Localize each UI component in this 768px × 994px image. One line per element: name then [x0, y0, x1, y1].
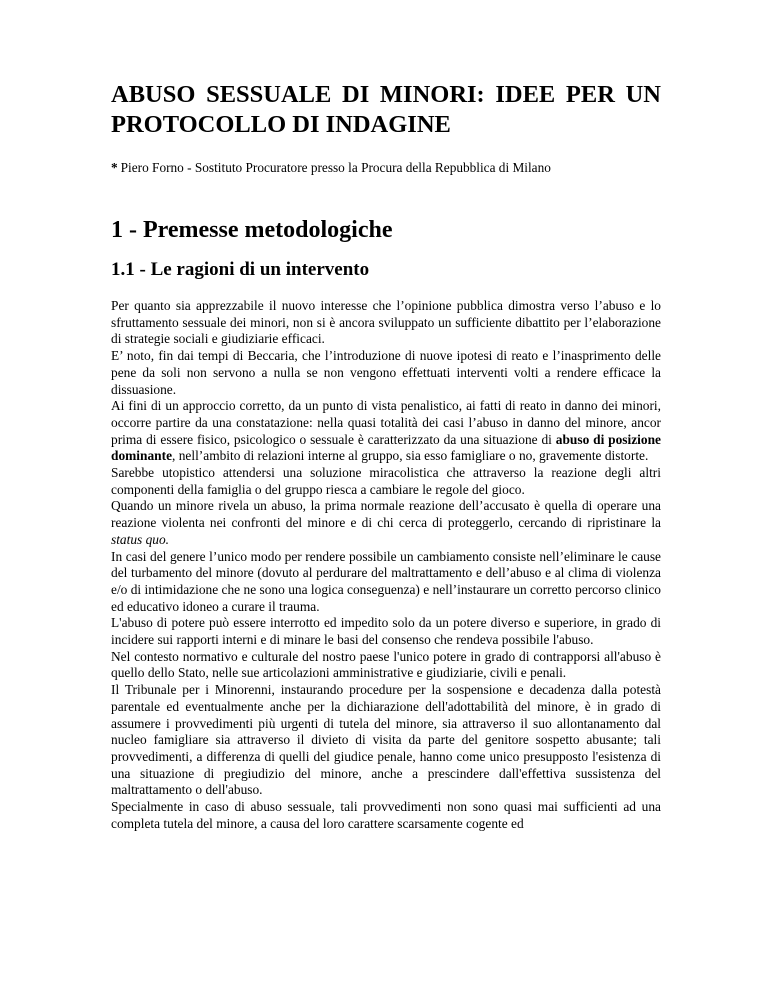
paragraph: Specialmente in caso di abuso sessuale, tali provvedimenti non sono quasi mai sufficienti ad una completa tutela del minore, a causa del loro carattere scarsamente cogente ed — [111, 799, 661, 831]
paragraph-text: Quando un minore rivela un abuso, la prima normale reazione dell’accusato è quella di operare una reazione violenta nei confronti del minore e di chi cerca di proteggerlo, cercando di ripristinare la — [111, 498, 661, 531]
paragraph: E’ noto, fin dai tempi di Beccaria, che l’introduzione di nuove ipotesi di reato e l’inasprimento delle pene da soli non servono a nulla se non vengono effettuati interventi volti a rendere efficace la dissuasione. — [111, 348, 661, 397]
paragraph — [111, 498, 661, 548]
paragraph: L'abuso di potere può essere interrotto ed impedito solo da un potere diverso e superiore, in grado di incidere sui rapporti interni e di minare le basi del consenso che rendeva possibile l'abuso. — [111, 615, 661, 648]
subsection-heading: 1.1 - Le ragioni di un intervento — [111, 259, 370, 280]
paragraph: Nel contesto normativo e culturale del nostro paese l'unico potere in grado di contrapporsi all'abuso è quello dello Stato, nelle sue articolazioni amministrative e giudiziarie, civili e penali. — [111, 648, 661, 681]
section-heading: 1 - Premesse metodologiche — [111, 217, 393, 243]
paragraph: In casi del genere l’unico modo per rendere possibile un cambiamento consiste nell’eliminare le cause del turbamento del minore (dovuto al perdurare del maltrattamento e dell’abuso e al clima di violenza e/o di intimidazione che ne sono una logica conseguenza) e nell’instaurare un corretto percorso clinico ed educativo idoneo a curare il trauma. — [111, 548, 661, 614]
body-text — [111, 298, 661, 833]
italic-phrase: status quo. — [111, 531, 170, 547]
document-title: ABUSO SESSUALE DI MINORI: IDEE PER UN PROTOCOLLO DI INDAGINE — [111, 81, 661, 138]
bold-phrase: abuso di posizione dominante — [111, 431, 661, 464]
paragraph: Il Tribunale per i Minorenni, instaurando procedure per la sospensione e decadenza dalla potestà parentale ed eventualmente anche per la dichiarazione dell'adottabilità del minore, è in grado di assumere i provvedimenti più urgenti di tutela del minore, sia attraverso il suo allontanamento dal nucleo famigliare sia attraverso il divieto di visita da parte del genitore sospetto abusante; tali provvedimenti, a differenza di quelli del giudice penale, hanno come unico presupposto l'esistenza di una situazione di pregiudizio del minore, anche a prescindere dall'effettiva sussistenza del maltrattamento o dell'abuso. — [111, 682, 661, 798]
author-byline — [111, 159, 661, 177]
byline-text: Piero Forno - Sostituto Procuratore presso la Procura della Repubblica di Milano — [120, 160, 551, 175]
paragraph: Per quanto sia apprezzabile il nuovo interesse che l’opinione pubblica dimostra verso l’abuso e lo sfruttamento sessuale dei minori, non si è ancora sviluppato un sufficiente dibattito per l’elaborazione di strategie sociali e giudiziarie efficaci. — [111, 298, 661, 347]
paragraph-text: , nell’ambito di relazioni interne al gruppo, sia esso famigliare o no, gravemente distorte. — [172, 448, 649, 464]
paragraph: Sarebbe utopistico attendersi una soluzione miracolistica che attraverso la reazione degli altri componenti della famiglia o del gruppo riesca a cambiare le regole del gioco. — [111, 465, 661, 497]
byline-marker: * — [111, 160, 118, 175]
paragraph-text: Ai fini di un approccio corretto, da un punto di vista penalistico, ai fatti di reato in danno dei minori, occorre partire da una constatazione: nella quasi totalità dei casi l’abuso in danno del minore, ancor prima di essere fisico, psicologico o sessuale è caratterizzato da una situazione di — [111, 398, 661, 447]
document-page — [111, 80, 661, 833]
paragraph — [111, 398, 661, 465]
